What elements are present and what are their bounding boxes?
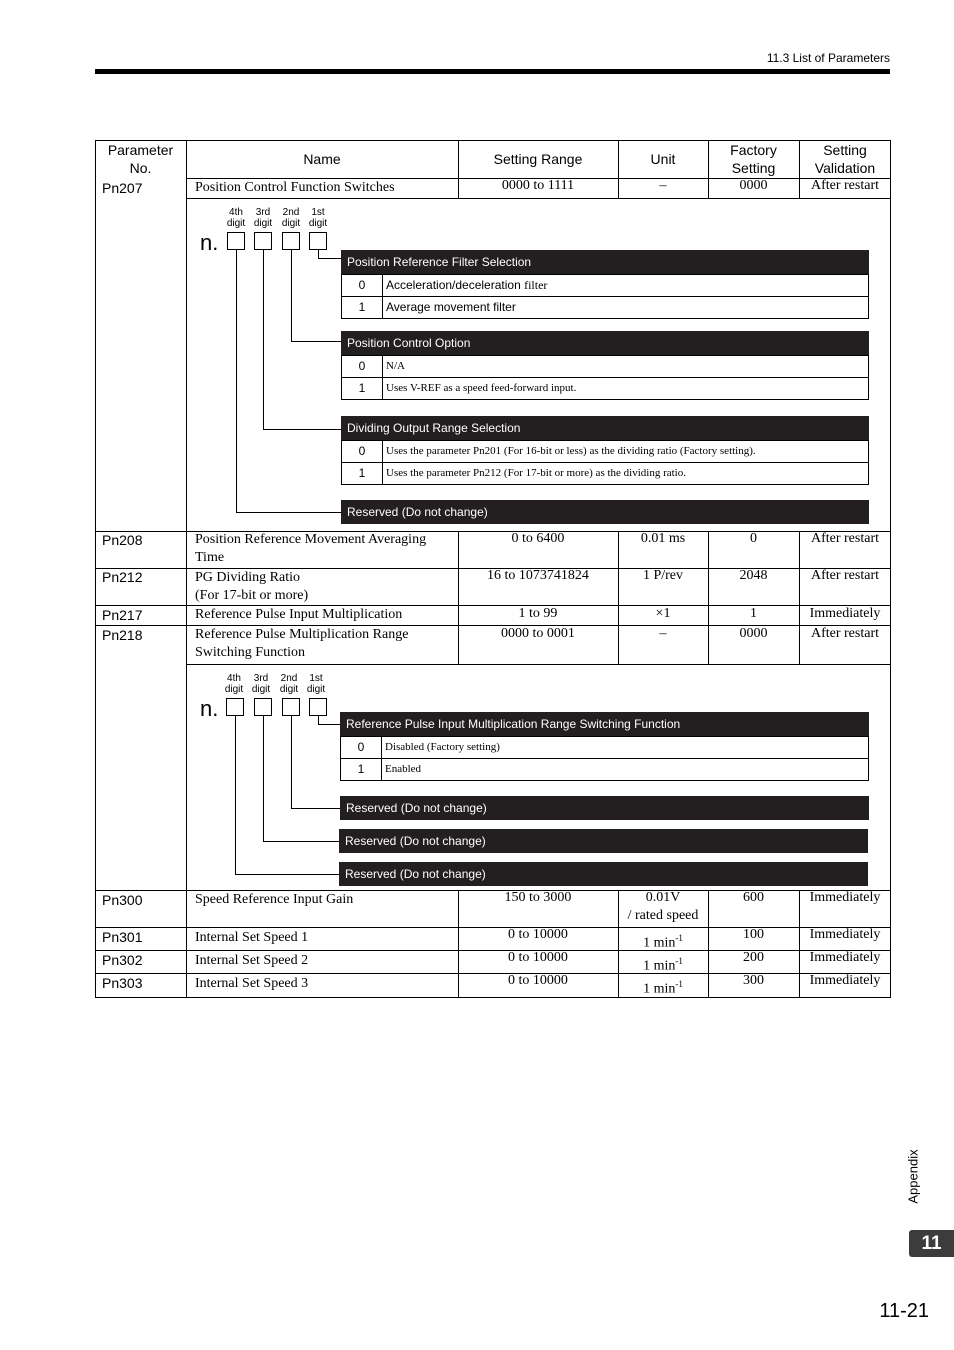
unit: 1 $\min^{-1}$ bbox=[643, 979, 683, 997]
option-text: Uses the parameter Pn201 (For 16-bit or less) as the dividing ratio (Factory setting). bbox=[386, 445, 756, 457]
option-text: Average movement filter bbox=[386, 300, 516, 314]
option-text: Uses V-REF as a speed feed-forward input. bbox=[386, 382, 577, 394]
unit: 0.01 ms bbox=[640, 531, 686, 546]
option-text: Uses the parameter Pn212 (For 17-bit or more) as the dividing ratio. bbox=[386, 467, 686, 479]
option-value: 0 bbox=[342, 356, 383, 377]
n-prefix: n. bbox=[200, 230, 219, 255]
param-no: Pn301 bbox=[102, 929, 143, 945]
factory-setting: 2048 bbox=[739, 568, 768, 583]
digit-box bbox=[226, 698, 244, 716]
digit-label-4th: 4th digit bbox=[226, 207, 246, 229]
unit: 1 P/rev bbox=[642, 568, 684, 583]
digit-label-1st: 1st digit bbox=[306, 673, 326, 695]
param-no: Pn300 bbox=[102, 892, 143, 908]
param-no: Pn212 bbox=[102, 569, 143, 585]
digit-box bbox=[309, 698, 327, 716]
factory-setting: 0000 bbox=[739, 178, 768, 193]
param-no: Pn303 bbox=[102, 975, 143, 991]
param-no: Pn207 bbox=[102, 180, 143, 196]
unit: – bbox=[659, 626, 667, 641]
param-name: Position Reference Movement Averaging Time bbox=[195, 532, 427, 565]
digit-label-2nd: 2nd digit bbox=[279, 673, 299, 695]
setting-range: 0 to 10000 bbox=[508, 927, 568, 942]
col-header-name: Name bbox=[303, 151, 341, 167]
setting-validation: Immediately bbox=[809, 606, 881, 621]
option-text: Acceleration/deceleration filter bbox=[386, 278, 548, 292]
param-name: PG Dividing Ratio (For 17-bit or more) bbox=[195, 570, 309, 603]
digit-box bbox=[309, 232, 327, 250]
setting-range: 150 to 3000 bbox=[504, 890, 572, 905]
setting-range: 0 to 6400 bbox=[511, 531, 565, 546]
col-header-param-no: Parameter No. bbox=[107, 142, 174, 176]
factory-setting: 1 bbox=[750, 606, 757, 621]
option-row bbox=[341, 440, 869, 463]
col-header-unit: Unit bbox=[650, 151, 676, 167]
param-no: Pn302 bbox=[102, 952, 143, 968]
running-header: 11.3 List of Parameters bbox=[766, 51, 890, 65]
unit: 1 $\min^{-1}$ bbox=[643, 956, 683, 974]
param-no: Pn217 bbox=[102, 607, 143, 623]
setting-range: 16 to 1073741824 bbox=[487, 568, 589, 583]
option-value: 0 bbox=[342, 441, 383, 462]
param-name: Position Control Function Switches bbox=[195, 180, 395, 195]
factory-setting: 200 bbox=[743, 950, 764, 965]
option-text: Disabled (Factory setting) bbox=[385, 741, 500, 753]
col-header-factory: Factory Setting bbox=[730, 142, 777, 176]
digit-box bbox=[254, 232, 272, 250]
param-name: Internal Set Speed 1 bbox=[195, 930, 309, 945]
reserved-bar: Reserved (Do not change) bbox=[340, 796, 869, 820]
digit-label-3rd: 3rd digit bbox=[251, 673, 271, 695]
chapter-tab: 11 bbox=[909, 1230, 954, 1257]
param-name: Speed Reference Input Gain bbox=[195, 892, 354, 907]
unit: 1 $\min^{-1}$ bbox=[643, 933, 683, 951]
setting-range: 0000 to 1111 bbox=[501, 178, 575, 193]
option-text: Enabled bbox=[385, 763, 422, 775]
setting-validation: After restart bbox=[810, 626, 880, 641]
option-value: 1 bbox=[342, 463, 383, 484]
setting-range: 0 to 10000 bbox=[508, 950, 568, 965]
digit-box bbox=[227, 232, 245, 250]
col-header-range: Setting Range bbox=[493, 151, 583, 167]
factory-setting: 600 bbox=[743, 890, 764, 905]
factory-setting: 0000 bbox=[739, 626, 768, 641]
param-name: Reference Pulse Multiplication Range Switching Function bbox=[195, 627, 409, 660]
setting-validation: After restart bbox=[810, 178, 880, 193]
option-row bbox=[341, 274, 869, 297]
param-name: Internal Set Speed 3 bbox=[195, 976, 309, 991]
header-rule bbox=[95, 69, 890, 74]
setting-validation: After restart bbox=[810, 568, 880, 583]
digit-box bbox=[282, 698, 300, 716]
setting-range: 1 to 99 bbox=[518, 606, 558, 621]
digit-label-3rd: 3rd digit bbox=[253, 207, 273, 229]
page-number: 11-21 bbox=[879, 1300, 929, 1322]
digit-label-4th: 4th digit bbox=[224, 673, 244, 695]
unit: – bbox=[659, 178, 667, 193]
digit-box bbox=[282, 232, 300, 250]
option-row bbox=[340, 758, 869, 781]
param-name: Reference Pulse Input Multiplication bbox=[195, 607, 403, 622]
setting-validation: After restart bbox=[810, 531, 880, 546]
control-option-title: Position Control Option bbox=[341, 331, 869, 355]
option-value: 1 bbox=[342, 297, 383, 318]
unit: ×1 bbox=[655, 606, 671, 621]
digit-box bbox=[254, 698, 272, 716]
setting-validation: Immediately bbox=[809, 890, 881, 905]
option-row bbox=[341, 377, 869, 400]
option-value: 1 bbox=[341, 759, 382, 780]
digit-label-2nd: 2nd digit bbox=[281, 207, 301, 229]
factory-setting: 300 bbox=[743, 973, 764, 988]
multiplication-switching-title: Reference Pulse Input Multiplication Range Switching Function bbox=[340, 712, 869, 736]
filter-selection-title: Position Reference Filter Selection bbox=[341, 250, 869, 274]
digit-label-1st: 1st digit bbox=[308, 207, 328, 229]
reserved-bar: Reserved (Do not change) bbox=[341, 500, 869, 524]
option-row bbox=[340, 736, 869, 759]
setting-validation: Immediately bbox=[809, 927, 881, 942]
unit: 0.01V / rated speed bbox=[627, 890, 699, 923]
reserved-bar: Reserved (Do not change) bbox=[339, 862, 868, 886]
setting-validation: Immediately bbox=[809, 973, 881, 988]
param-no: Pn218 bbox=[102, 627, 143, 643]
dividing-output-title: Dividing Output Range Selection bbox=[341, 416, 869, 440]
option-row bbox=[341, 355, 869, 378]
setting-range: 0000 to 0001 bbox=[501, 626, 575, 641]
option-value: 0 bbox=[342, 275, 383, 296]
param-name: Internal Set Speed 2 bbox=[195, 953, 309, 968]
option-value: 1 bbox=[342, 378, 383, 399]
setting-validation: Immediately bbox=[809, 950, 881, 965]
factory-setting: 0 bbox=[750, 531, 757, 546]
param-no: Pn208 bbox=[102, 532, 143, 548]
option-text: N/A bbox=[386, 360, 405, 372]
reserved-bar: Reserved (Do not change) bbox=[339, 829, 868, 853]
side-section-label: Appendix bbox=[905, 1149, 921, 1204]
setting-range: 0 to 10000 bbox=[508, 973, 568, 988]
option-row bbox=[341, 462, 869, 485]
col-header-validation: Setting Validation bbox=[814, 142, 876, 176]
option-value: 0 bbox=[341, 737, 382, 758]
n-prefix: n. bbox=[200, 696, 219, 721]
option-row bbox=[341, 296, 869, 319]
factory-setting: 100 bbox=[743, 927, 764, 942]
